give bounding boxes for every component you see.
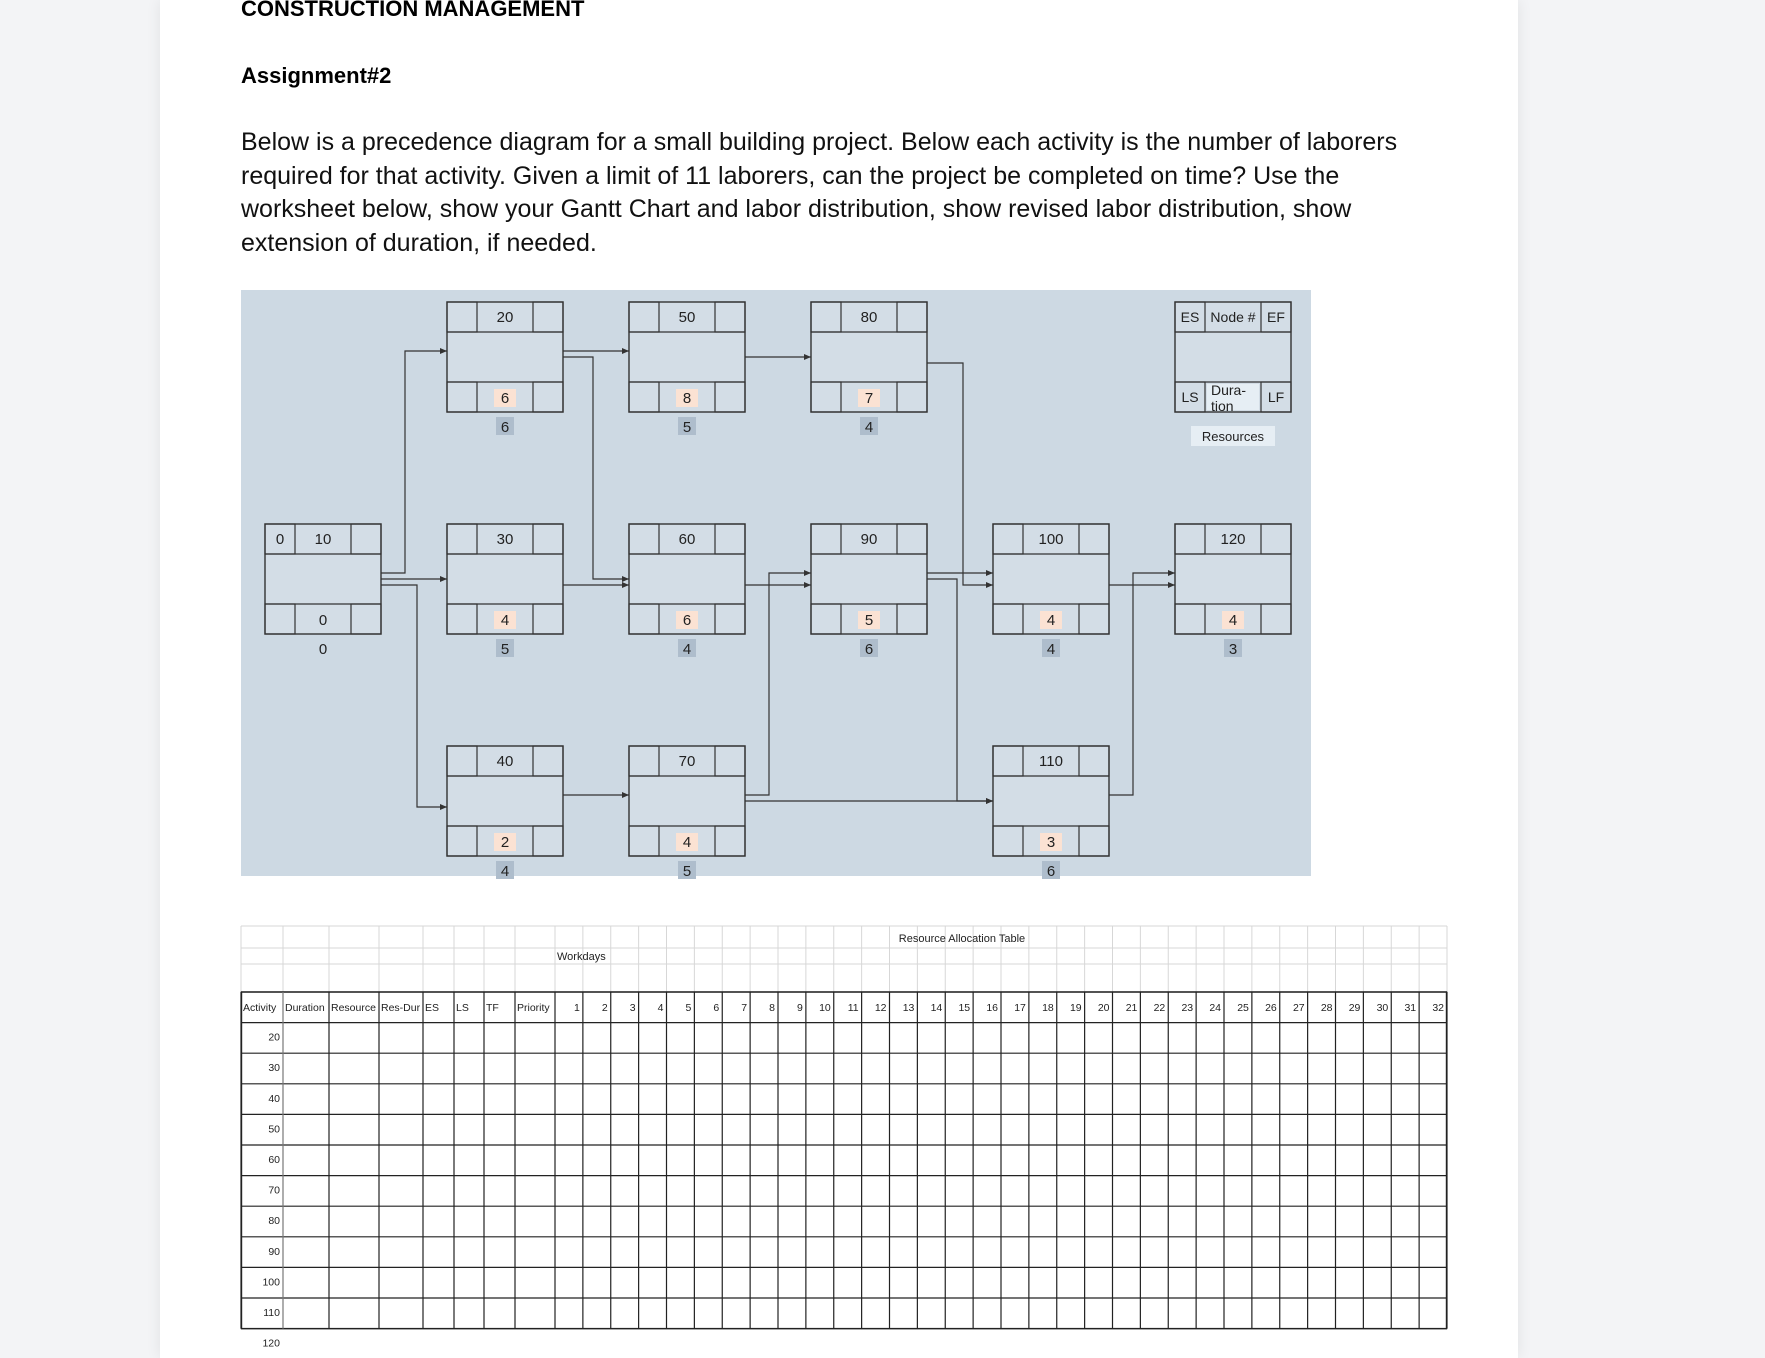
- node-resources: 6: [864, 641, 874, 658]
- activity-node-110: [993, 746, 1109, 880]
- header-duration: Duration: [285, 1002, 325, 1014]
- header-es: ES: [425, 1002, 440, 1014]
- node-resources: 5: [500, 641, 510, 658]
- day-header: 27: [1292, 1002, 1305, 1014]
- activity-node-70: [629, 746, 745, 880]
- worksheet-table-border: [242, 992, 1447, 1329]
- day-header: 2: [601, 1002, 608, 1014]
- node-resources: 4: [682, 641, 692, 658]
- assignment-description: Below is a precedence diagram for a small building project. Below each activity is the number of laborers required for that activity. Given a limit of 11 laborers, can the project be completed on time? Use the worksheet below, show your Gantt Chart and labor distribution, show revised labor distribution, show extension of duration, if needed.: [241, 128, 1398, 257]
- node-duration: 4: [1228, 612, 1238, 629]
- activity-label: 100: [262, 1276, 280, 1289]
- header-ls: LS: [456, 1002, 469, 1014]
- day-header: 32: [1432, 1002, 1444, 1014]
- day-header: 15: [958, 1002, 971, 1014]
- node-number: 30: [496, 531, 514, 548]
- activity-label: 120: [262, 1337, 280, 1350]
- activity-node-20: [447, 302, 563, 436]
- node-number: 70: [678, 753, 696, 770]
- day-header: 8: [769, 1002, 775, 1014]
- workdays-label: Workdays: [557, 951, 606, 963]
- activity-node-80: [811, 302, 927, 436]
- activity-node-40: [447, 746, 563, 880]
- day-header: 1: [574, 1002, 580, 1014]
- assignment-heading: Assignment#2: [241, 63, 392, 88]
- dependency-arrow-20-60: [563, 357, 629, 579]
- node-duration: 4: [682, 834, 692, 851]
- activity-label: 30: [268, 1062, 280, 1075]
- day-header: 28: [1320, 1002, 1333, 1014]
- node-resources: 4: [864, 419, 874, 436]
- precedence-diagram-svg: [241, 290, 1311, 880]
- activity-node-30: [447, 524, 563, 658]
- node-duration: 6: [682, 612, 692, 629]
- legend-node-number: Node #: [1210, 309, 1256, 325]
- day-header: 9: [797, 1002, 803, 1014]
- legend-lf: LF: [1267, 389, 1285, 405]
- day-header: 5: [685, 1002, 692, 1014]
- node-duration: 4: [1046, 612, 1056, 629]
- dependency-arrow-70-90: [745, 573, 811, 795]
- resource-allocation-worksheet: [241, 926, 1447, 1350]
- day-header: 10: [819, 1002, 831, 1014]
- day-header: 20: [1097, 1002, 1110, 1014]
- node-number: 90: [860, 531, 878, 548]
- node-resources: 3: [1228, 641, 1238, 658]
- node-duration: 4: [500, 612, 510, 629]
- dependency-arrow-80-100: [927, 363, 993, 585]
- day-header: 24: [1209, 1002, 1221, 1014]
- day-header: 14: [930, 1002, 943, 1014]
- node-number: 100: [1038, 531, 1064, 548]
- node-number: 80: [860, 309, 878, 326]
- node-resources: 0: [318, 641, 328, 658]
- node-duration: 5: [864, 612, 874, 629]
- page-title: CONSTRUCTION MANAGEMENT: [241, 0, 585, 21]
- node-resources: 4: [1046, 641, 1056, 658]
- activity-label: 60: [268, 1154, 280, 1166]
- precedence-diagram: [241, 290, 1311, 880]
- activity-node-100: [993, 524, 1109, 658]
- node-number: 60: [678, 531, 696, 548]
- activity-node-90: [811, 524, 927, 658]
- dependency-arrow-10-40: [381, 585, 447, 807]
- activity-label: 40: [268, 1092, 280, 1105]
- node-duration: 2: [500, 834, 510, 851]
- activity-label: 20: [268, 1031, 280, 1044]
- node-number: 50: [678, 309, 696, 326]
- worksheet-svg: [241, 926, 1447, 1350]
- day-header: 12: [874, 1002, 887, 1014]
- day-header: 13: [902, 1002, 915, 1014]
- day-header: 4: [657, 1002, 664, 1014]
- node-resources: 6: [500, 419, 510, 436]
- node-number: 20: [496, 309, 514, 326]
- node-number: 10: [314, 531, 332, 548]
- legend-ef: EF: [1267, 309, 1285, 325]
- legend-ls: LS: [1181, 389, 1199, 405]
- worksheet-title: Resource Allocation Table: [898, 933, 1026, 945]
- activity-node-60: [629, 524, 745, 658]
- node-duration: 8: [682, 390, 692, 407]
- day-header: 11: [847, 1002, 859, 1014]
- activity-label: 70: [268, 1184, 280, 1197]
- dependency-arrow-10-20: [381, 351, 447, 573]
- day-header: 6: [713, 1002, 720, 1014]
- dependency-arrow-110-120: [1109, 573, 1175, 795]
- day-header: 3: [629, 1002, 636, 1014]
- legend-duration: Dura-tion: [1211, 382, 1247, 414]
- day-header: 29: [1348, 1002, 1361, 1014]
- activity-label: 110: [263, 1307, 280, 1319]
- activity-label: 50: [268, 1123, 280, 1136]
- header-res-dur: Res-Dur: [381, 1002, 421, 1014]
- node-es-value: 0: [275, 531, 285, 548]
- day-header: 17: [1014, 1002, 1026, 1014]
- day-header: 21: [1125, 1002, 1138, 1014]
- activity-label: 80: [268, 1215, 280, 1228]
- node-resources: 5: [682, 419, 692, 436]
- node-resources: 5: [682, 863, 692, 880]
- node-duration: 7: [864, 390, 874, 407]
- node-number: 40: [496, 753, 514, 770]
- day-header: 26: [1265, 1002, 1277, 1014]
- node-number: 110: [1039, 753, 1063, 770]
- day-header: 18: [1042, 1002, 1054, 1014]
- legend-es: ES: [1180, 309, 1200, 325]
- dependency-arrow-90-110: [927, 579, 993, 801]
- node-duration: 3: [1046, 834, 1056, 851]
- day-header: 7: [741, 1002, 748, 1014]
- day-header: 25: [1237, 1002, 1249, 1014]
- activity-node-120: [1175, 524, 1291, 658]
- header-resource: Resource: [331, 1002, 376, 1014]
- legend-resources: Resources: [1201, 429, 1265, 444]
- day-header: 16: [986, 1002, 998, 1014]
- header-tf: TF: [486, 1002, 499, 1014]
- day-header: 23: [1181, 1002, 1194, 1014]
- day-header: 19: [1069, 1002, 1082, 1014]
- node-number: 120: [1220, 531, 1246, 548]
- activity-node-50: [629, 302, 745, 436]
- activity-label: 90: [268, 1245, 280, 1258]
- day-header: 30: [1376, 1002, 1389, 1014]
- node-resources: 4: [500, 863, 510, 880]
- node-resources: 6: [1046, 863, 1056, 880]
- day-header: 22: [1153, 1002, 1166, 1014]
- node-duration: 6: [500, 390, 510, 407]
- activity-node-10: [265, 524, 381, 658]
- day-header: 31: [1404, 1002, 1417, 1014]
- node-duration: 0: [318, 612, 328, 629]
- document-page: [160, 0, 1518, 1358]
- header-priority: Priority: [517, 1002, 550, 1014]
- header-activity: Activity: [243, 1002, 277, 1014]
